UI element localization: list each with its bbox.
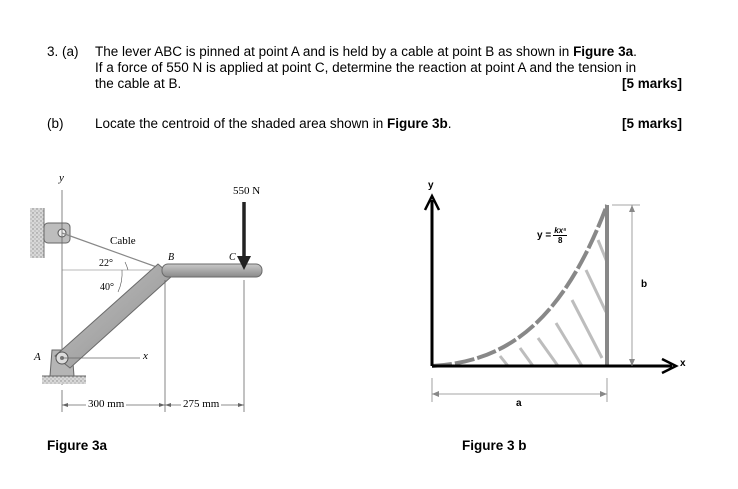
figure-3a-ref: Figure 3a	[573, 44, 634, 59]
point-b-label: B	[168, 252, 175, 263]
part-b-label: (b)	[47, 116, 64, 131]
equation-fraction	[553, 226, 567, 245]
equation	[537, 226, 567, 245]
part-a-line-1-text: The lever ABC is pinned at point A and is held by a cable at point B as shown in	[95, 44, 574, 59]
equation-numerator: kx⁵	[554, 226, 567, 235]
shaded-area	[432, 205, 607, 366]
equation-lhs: y =	[537, 230, 552, 241]
part-a-marks: [5 marks]	[622, 76, 683, 91]
fig-b-y-label: y	[428, 180, 434, 191]
point-a-label: A	[34, 351, 41, 363]
part-a-line-3: the cable at B.	[95, 76, 182, 91]
part-a-line-1-end: .	[633, 44, 637, 59]
dim-300-label: 300 mm	[88, 398, 125, 410]
part-a-line-2: If a force of 550 N is applied at point C, determine the reaction at point A and the tension in	[95, 60, 637, 75]
dim-b-label: b	[641, 279, 648, 290]
dim-275-label: 275 mm	[183, 398, 220, 410]
point-c-label: C	[229, 252, 236, 263]
fig-b-x-label: x	[680, 358, 686, 369]
force-label: 550 N	[233, 185, 261, 197]
part-b-text-main: Locate the centroid of the shaded area shown in	[95, 116, 387, 131]
fig-a-x-label: x	[143, 350, 148, 362]
dim-a-label: a	[516, 398, 522, 409]
question-number: 3. (a)	[47, 44, 79, 59]
figure-3b-caption: Figure 3 b	[462, 438, 527, 453]
figure-3a-caption: Figure 3a	[47, 438, 108, 453]
angle-22-label: 22°	[99, 258, 113, 269]
figure-3b-ref: Figure 3b	[386, 116, 448, 131]
angle-40-label: 40°	[100, 282, 114, 293]
equation-denominator: 8	[558, 236, 563, 245]
part-b-marks: [5 marks]	[622, 116, 683, 131]
fig-a-y-label: y	[59, 172, 64, 184]
cable-label: Cable	[110, 235, 136, 247]
part-b-text-end: .	[447, 116, 452, 131]
